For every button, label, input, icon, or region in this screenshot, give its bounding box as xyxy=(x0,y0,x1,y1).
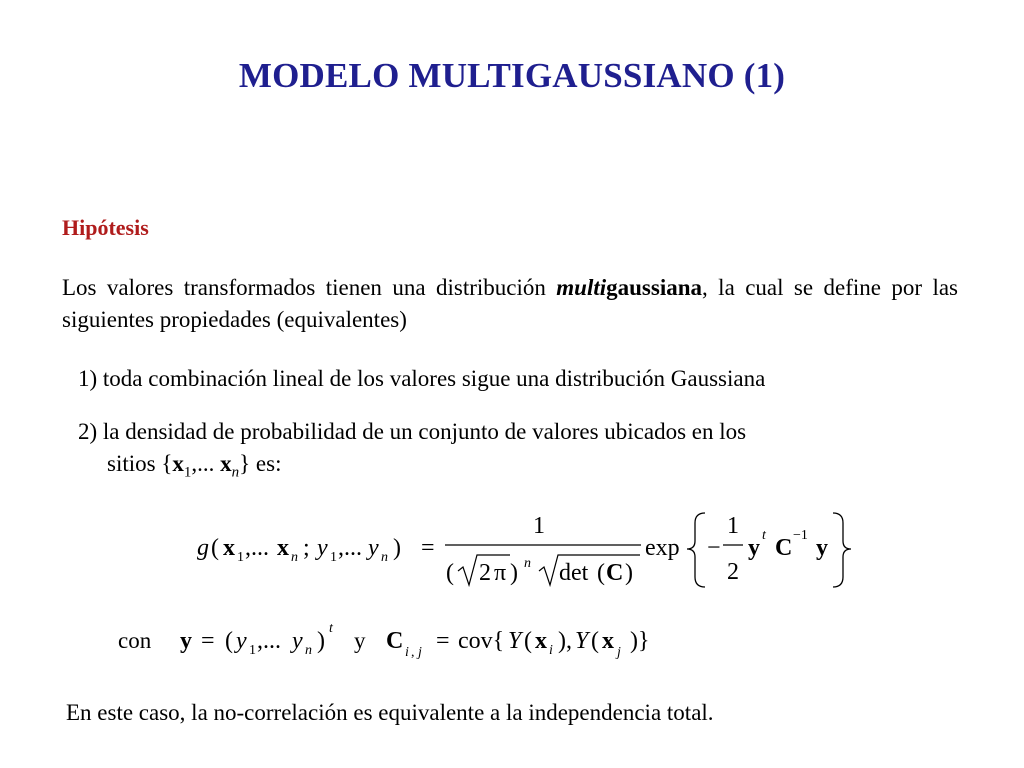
svg-text:t: t xyxy=(762,528,766,543)
intro-text-part2: , la cual se define por las siguientes propiedades (equivalentes) xyxy=(62,275,958,332)
sites-subn: n xyxy=(231,464,240,481)
intro-emph-multi: multi xyxy=(556,275,607,300)
y-vector-definition xyxy=(180,621,334,658)
exponential-term xyxy=(645,513,851,587)
svg-text:(: ( xyxy=(211,535,219,561)
definitions-row xyxy=(118,618,718,668)
svg-text:,: , xyxy=(411,645,415,660)
svg-text:x: x xyxy=(602,628,614,654)
svg-text:−1: −1 xyxy=(793,528,808,543)
svg-text:i: i xyxy=(549,643,553,658)
svg-text:2: 2 xyxy=(727,559,739,585)
svg-text:g: g xyxy=(197,535,209,561)
intro-paragraph xyxy=(62,272,958,336)
svg-text:(: ( xyxy=(524,628,532,654)
svg-text:Y: Y xyxy=(575,628,589,654)
svg-text:y: y xyxy=(180,628,192,654)
sites-xn: x xyxy=(220,451,232,476)
svg-text:): ) xyxy=(393,535,401,561)
svg-text:π: π xyxy=(494,560,507,586)
svg-text:1: 1 xyxy=(533,513,545,539)
sites-prefix: sitios { xyxy=(107,451,173,476)
intro-emph-gaussiana: gaussiana xyxy=(606,275,703,300)
svg-text:(: ( xyxy=(597,560,605,586)
svg-text:1: 1 xyxy=(330,550,337,565)
con-word: con xyxy=(118,628,152,653)
svg-text:t: t xyxy=(329,621,333,636)
svg-text:exp: exp xyxy=(645,535,680,561)
svg-text:): ) xyxy=(510,560,518,586)
density-formula-svg xyxy=(195,505,875,605)
svg-text:n: n xyxy=(381,550,388,565)
svg-text:y: y xyxy=(236,628,247,654)
conclusion-text: En este caso, la no-correlación es equivalente a la independencia total. xyxy=(66,700,714,725)
svg-text:−: − xyxy=(707,535,721,561)
svg-text:1: 1 xyxy=(249,643,256,658)
svg-text:,...: ,... xyxy=(338,535,362,561)
intro-text-part1: Los valores transformados tienen una distribución xyxy=(62,275,557,300)
svg-text:y: y xyxy=(317,535,328,561)
svg-text:C: C xyxy=(775,535,793,561)
formula-lhs xyxy=(197,535,401,565)
svg-text:1: 1 xyxy=(727,513,739,539)
density-formula xyxy=(195,505,875,605)
normalization-fraction xyxy=(445,513,641,586)
svg-text:Y: Y xyxy=(508,628,522,654)
svg-text:;: ; xyxy=(303,535,310,561)
slide-title: MODELO MULTIGAUSSIANO (1) xyxy=(238,56,786,95)
svg-text:): ) xyxy=(317,628,325,654)
property-2-line1: 2) la densidad de probabilidad de un conjunto de valores ubicados en los xyxy=(78,419,747,444)
svg-text:i: i xyxy=(405,645,409,660)
svg-text:x: x xyxy=(535,628,547,654)
svg-text:,...: ,... xyxy=(245,535,269,561)
svg-text:cov{: cov{ xyxy=(458,628,505,654)
svg-text:n: n xyxy=(524,556,531,571)
svg-text:x: x xyxy=(223,535,235,561)
svg-text:j: j xyxy=(418,645,422,660)
svg-text:2: 2 xyxy=(479,560,491,586)
definitions-svg xyxy=(118,618,718,668)
svg-text:n: n xyxy=(291,550,298,565)
property-1: 1) toda combinación lineal de los valores sigue una distribución Gaussiana xyxy=(78,366,766,391)
svg-text:y: y xyxy=(748,535,760,561)
svg-text:=: = xyxy=(436,628,450,654)
property-2 xyxy=(78,416,922,489)
svg-text:C: C xyxy=(386,628,404,654)
sites-mid: ,... xyxy=(191,451,221,476)
svg-text:y: y xyxy=(368,535,379,561)
svg-text:y: y xyxy=(292,628,303,654)
property-2-line2 xyxy=(78,448,922,489)
svg-text:(: ( xyxy=(225,628,233,654)
svg-text:),: ), xyxy=(558,628,572,654)
svg-text:n: n xyxy=(305,643,312,658)
svg-text:,...: ,... xyxy=(257,628,281,654)
sites-sub1: 1 xyxy=(183,464,192,481)
svg-text:x: x xyxy=(277,535,289,561)
svg-text:): ) xyxy=(625,560,633,586)
svg-text:=: = xyxy=(201,628,215,654)
hypothesis-heading: Hipótesis xyxy=(62,215,149,240)
svg-text:y: y xyxy=(816,535,828,561)
sites-x1: x xyxy=(172,451,184,476)
covariance-definition xyxy=(386,628,650,660)
svg-text:det: det xyxy=(559,560,589,586)
svg-text:1: 1 xyxy=(237,550,244,565)
sites-suffix: } es: xyxy=(239,451,282,476)
svg-text:(: ( xyxy=(446,560,454,586)
equals-sign: = xyxy=(421,535,435,561)
y-conjunction: y xyxy=(354,628,366,653)
svg-text:)}: )} xyxy=(630,628,650,654)
svg-text:j: j xyxy=(617,645,621,660)
svg-text:(: ( xyxy=(591,628,599,654)
svg-text:C: C xyxy=(606,560,624,586)
